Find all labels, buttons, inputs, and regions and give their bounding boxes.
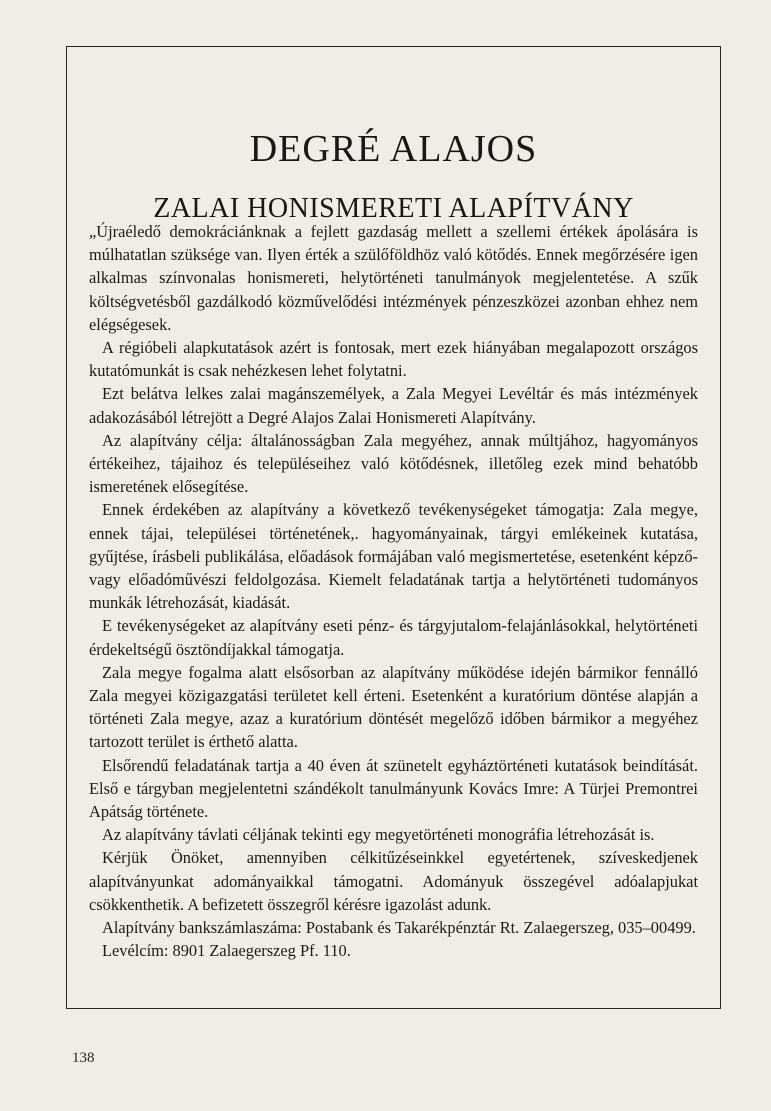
paragraph: Levélcím: 8901 Zalaegerszeg Pf. 110. (102, 941, 351, 961)
paragraph: Elsőrendű feladatának tartja a 40 éven át szünetelt egyháztörténeti kutatások beindítását. Első e tárgyban megjelentetni szándékolt tanulmányunk Kovács Imre: A Türjei Premontrei Apátság története. (89, 755, 698, 822)
page-title: DEGRÉ ALAJOS (249, 128, 538, 170)
paragraph: Alapítvány bankszámlaszáma: Postabank és Takarékpénztár Rt. Zalaegerszeg, 035–00499. (102, 918, 696, 938)
paragraph: Zala megye fogalma alatt elsősorban az alapítvány működése idején bármikor fennálló Zala megyei közigazgatási területet kell érteni. Esetenként a kuratórium döntése alapján a történeti Zala megye, azaz a kuratórium döntését megelőző időben bármikor a megyéhez tartozott terület is érthető alatta. (89, 662, 698, 752)
paragraph: Az alapítvány célja: általánosságban Zala megyéhez, annak múltjához, hagyományos értékeihez, tájaihoz és településeihez való kötődésnek, illetőleg ezek mind behatóbb ismeretének elősegítése. (89, 430, 698, 497)
paragraph: „Újraéledő demokráciánknak a fejlett gazdaság mellett a szellemi értékek ápolására is múlhatatlan szüksége van. Ilyen érték a szülőföldhöz való kötődés. Ennek megőrzésére igen alkalmas színvonalas honismereti, helytörténeti tanulmányok megjelentetése. A szűk költségvetésből gazdálkodó közművelődési intézmények pénzeszközei azonban ehhez nem elégségesek. (89, 222, 698, 334)
paragraph: A régióbeli alapkutatások azért is fontosak, mert ezek hiányában megalapozott országos kutatómunkát is csak nehézkesen lehet folytatni. (89, 338, 698, 381)
body-text (89, 220, 698, 963)
paragraph: E tevékenységeket az alapítvány eseti pénz- és tárgyjutalom-felajánlásokkal, helytörténeti érdekeltségű ösztöndíjakkal támogatja. (89, 616, 698, 659)
page-frame (66, 46, 721, 1009)
paragraph: Ezt belátva lelkes zalai magánszemélyek, a Zala Megyei Levéltár és más intézmények adakozásából létrejött a Degré Alajos Zalai Honismereti Alapítvány. (89, 384, 698, 427)
paragraph: Az alapítvány távlati céljának tekinti egy megyetörténeti monográfia létrehozását is. (102, 825, 655, 845)
page-subtitle: ZALAI HONISMERETI ALAPÍTVÁNY (153, 193, 634, 224)
paragraph: Kérjük Önöket, amennyiben célkitűzéseinkkel egyetértenek, szíveskedjenek alapítványunkat adományaikkal támogatni. Adományuk összegével adóalapjukat csökkenthetik. A befizetett összegről kérésre igazolást adunk. (89, 848, 698, 914)
page-number: 138 (72, 1050, 95, 1066)
paragraph: Ennek érdekében az alapítvány a következő tevékenységeket támogatja: Zala megye, ennek tájai, települései történetének,. hagyományainak, tárgyi emlékeinek kutatása, gyűjtése, írásbeli publikálása, előadások formájában való megismertetése, esetenként képző- vagy előadóművészi feldolgozása. Kiemelt feladatának tartja a helytörténeti tudományos munkák létrehozását, kiadását. (89, 500, 698, 613)
